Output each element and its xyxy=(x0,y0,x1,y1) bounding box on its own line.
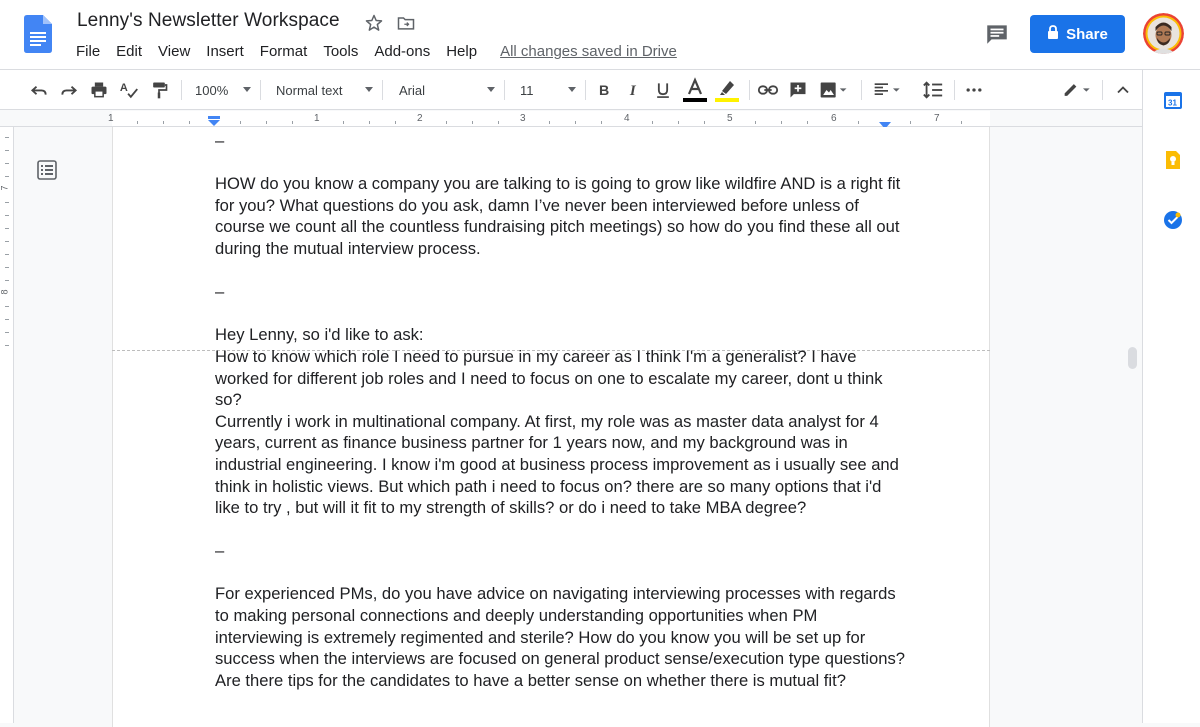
ruler-tick xyxy=(5,150,9,151)
ruler-tick xyxy=(5,202,9,203)
ruler-number: 1 xyxy=(314,113,320,124)
vertical-ruler-number: 7 xyxy=(0,185,10,191)
svg-text:I: I xyxy=(629,83,636,99)
ruler-number: 1 xyxy=(108,113,114,124)
document-outline-icon[interactable] xyxy=(35,158,59,182)
ruler-tick xyxy=(704,121,705,124)
toolbar-divider xyxy=(585,80,586,100)
doc-line: years, current as finance business partner for 1 years now, and my background was in xyxy=(215,433,848,453)
text-color-icon[interactable] xyxy=(682,78,708,102)
doc-line xyxy=(215,303,915,325)
ruler-tick xyxy=(5,176,9,177)
doc-line: to making personal connections and deeply understanding opportunities when PM xyxy=(215,606,818,626)
ruler-tick xyxy=(5,241,9,242)
lock-icon xyxy=(1047,25,1059,43)
doc-line: For experienced PMs, do you have advice on navigating interviewing processes with regards xyxy=(215,584,896,604)
svg-text:31: 31 xyxy=(1168,98,1177,108)
doc-line: – xyxy=(215,131,225,150)
ruler-tick xyxy=(395,121,396,124)
underline-icon[interactable] xyxy=(652,78,674,102)
share-button[interactable] xyxy=(1030,15,1125,53)
doc-line: like to try , but will it fit to my strength of skills? or do i need to take MBA degree? xyxy=(215,498,807,518)
highlight-color-icon[interactable] xyxy=(714,78,740,102)
toolbar-divider xyxy=(749,80,750,100)
font-size-value: 11 xyxy=(520,82,534,98)
document-title[interactable]: Lenny's Newsletter Workspace xyxy=(77,10,340,31)
doc-line: industrial engineering. I know i'm good at business process improvement as i usually see and xyxy=(215,454,899,474)
move-folder-icon[interactable] xyxy=(396,13,416,33)
ruler-tick xyxy=(292,121,293,124)
ruler-tick xyxy=(807,121,808,124)
formatting-toolbar xyxy=(0,70,1142,110)
ruler-tick xyxy=(781,121,782,124)
toolbar-divider xyxy=(861,80,862,100)
ruler-tick xyxy=(5,163,9,164)
ruler-tick xyxy=(961,121,962,124)
ruler-tick xyxy=(5,215,9,216)
doc-line: Currently i work in multinational company. At first, my role was as master data analyst for 4 xyxy=(215,411,879,431)
title-bar xyxy=(0,0,1200,70)
ruler-tick xyxy=(678,121,679,124)
menu-addons[interactable]: Add-ons xyxy=(374,43,431,60)
chevron-down-icon xyxy=(365,87,373,92)
ruler-tick xyxy=(755,121,756,124)
doc-line: worked for different job roles and I need to focus on one to escalate my career, dont u think xyxy=(215,368,883,388)
menu-help[interactable]: Help xyxy=(446,43,478,60)
insert-link-icon[interactable] xyxy=(756,78,780,102)
ruler-tick xyxy=(858,121,859,124)
align-icon[interactable] xyxy=(870,78,906,102)
bold-icon[interactable] xyxy=(593,78,615,102)
google-docs-logo-icon[interactable] xyxy=(24,15,52,53)
doc-line: How to know which role I need to pursue in my career as I think I'm a generalist? I have xyxy=(215,346,857,366)
vertical-ruler-number: 8 xyxy=(0,289,10,295)
ruler-tick xyxy=(5,228,9,229)
chevron-down-icon xyxy=(568,87,576,92)
ruler-tick xyxy=(5,267,9,268)
ruler-tick xyxy=(601,121,602,124)
menu-file[interactable]: File xyxy=(76,43,101,60)
ruler-tick xyxy=(575,121,576,124)
vertical-ruler[interactable] xyxy=(0,127,14,723)
ruler-tick xyxy=(472,121,473,124)
ruler-tick xyxy=(5,137,9,138)
ruler-tick xyxy=(652,121,653,124)
doc-line: for you? What questions do you ask, damn I’ve never been interviewed before unless of xyxy=(215,195,859,215)
ruler-tick xyxy=(343,121,344,124)
keep-icon[interactable] xyxy=(1163,150,1183,170)
doc-line: – xyxy=(215,541,225,561)
doc-line: during the mutual interview process. xyxy=(215,238,481,258)
font-family-select[interactable] xyxy=(399,78,495,102)
doc-line xyxy=(215,152,915,174)
toolbar-divider xyxy=(1102,80,1103,100)
zoom-value: 100% xyxy=(195,82,229,98)
chevron-down-icon xyxy=(487,87,495,92)
calendar-icon[interactable] xyxy=(1163,90,1183,110)
menu-view[interactable]: View xyxy=(158,43,191,60)
ruler-tick xyxy=(446,121,447,124)
editing-mode-icon[interactable] xyxy=(1058,78,1098,102)
doc-line: HOW do you know a company you are talking to is going to grow like wildfire AND is a right fit xyxy=(215,174,901,194)
ruler-tick xyxy=(5,306,9,307)
ruler-tick xyxy=(266,121,267,124)
ruler-tick xyxy=(5,319,9,320)
zoom-select[interactable] xyxy=(195,78,251,102)
line-spacing-icon[interactable] xyxy=(920,78,946,102)
star-icon[interactable] xyxy=(364,13,384,33)
spellcheck-icon[interactable] xyxy=(117,78,141,102)
ruler-tick xyxy=(189,121,190,124)
toolbar-divider xyxy=(260,80,261,100)
toolbar-divider xyxy=(181,80,182,100)
ruler-tick xyxy=(5,280,9,281)
tasks-icon[interactable] xyxy=(1163,210,1183,230)
doc-line: – xyxy=(215,282,225,302)
comment-history-icon[interactable] xyxy=(984,21,1010,47)
menu-bar xyxy=(68,42,677,61)
menu-edit[interactable]: Edit xyxy=(116,43,143,60)
ruler-tick xyxy=(5,254,9,255)
menu-insert[interactable]: Insert xyxy=(206,43,244,60)
ruler-tick xyxy=(549,121,550,124)
ruler-tick xyxy=(240,121,241,124)
horizontal-ruler[interactable] xyxy=(0,111,1142,127)
share-label: Share xyxy=(1066,25,1108,43)
ruler-tick xyxy=(5,332,9,333)
doc-line: course we count all the countless fundraising pitch meetings) so how do you find these all out xyxy=(215,217,900,237)
doc-line: think in holistic views. But which path i need to focus on? there are so many options that i'd xyxy=(215,476,882,496)
ruler-number: 7 xyxy=(934,113,940,124)
more-options-icon[interactable] xyxy=(962,78,986,102)
svg-text:B: B xyxy=(599,83,610,99)
scrollbar-thumb[interactable] xyxy=(1128,347,1137,369)
paint-format-icon[interactable] xyxy=(147,78,171,102)
ruler-tick xyxy=(369,121,370,124)
chevron-down-icon xyxy=(243,87,251,92)
doc-line: Are there tips for the candidates to have a better sense on whether there is mutual fit? xyxy=(215,670,846,690)
menu-tools[interactable]: Tools xyxy=(323,43,359,60)
ruler-tick xyxy=(137,121,138,124)
doc-line: success when the interviews are focused on general product sense/execution type questions? xyxy=(215,649,905,669)
ruler-number: 5 xyxy=(727,113,733,124)
doc-line xyxy=(215,562,915,584)
toolbar-divider xyxy=(504,80,505,100)
menu-format[interactable]: Format xyxy=(259,43,308,60)
doc-line xyxy=(215,519,915,541)
saved-status-link[interactable]: All changes saved in Drive xyxy=(500,43,677,60)
paragraph-style-select[interactable] xyxy=(276,78,373,102)
insert-image-icon[interactable] xyxy=(816,78,852,102)
scrollbar-track[interactable] xyxy=(1125,127,1142,723)
doc-line: Hey Lenny, so i'd like to ask: xyxy=(215,325,424,345)
hide-menus-chevron-up-icon[interactable] xyxy=(1111,78,1135,102)
ruler-tick xyxy=(498,121,499,124)
toolbar-divider xyxy=(382,80,383,100)
undo-icon[interactable] xyxy=(27,78,51,102)
add-comment-icon[interactable] xyxy=(786,78,810,102)
toolbar-divider xyxy=(954,80,955,100)
ruler-number: 3 xyxy=(520,113,526,124)
ruler-tick xyxy=(5,345,9,346)
paragraph-style-value: Normal text xyxy=(276,82,343,98)
font-family-value: Arial xyxy=(399,82,426,98)
ruler-number: 2 xyxy=(417,113,423,124)
print-icon[interactable] xyxy=(87,78,111,102)
redo-icon[interactable] xyxy=(57,78,81,102)
doc-line: so? xyxy=(215,390,242,410)
document-body[interactable] xyxy=(215,130,915,691)
font-size-select[interactable] xyxy=(520,78,576,102)
doc-line: interviewing is extremely regimented and sterile? How do you know you will be set up for xyxy=(215,627,866,647)
doc-line xyxy=(215,260,915,282)
ruler-number: 6 xyxy=(831,113,837,124)
svg-text:A: A xyxy=(119,81,128,94)
ruler-tick xyxy=(163,121,164,124)
italic-icon[interactable] xyxy=(623,78,645,102)
ruler-tick xyxy=(910,121,911,124)
account-avatar[interactable] xyxy=(1143,13,1184,54)
ruler-number: 4 xyxy=(624,113,630,124)
